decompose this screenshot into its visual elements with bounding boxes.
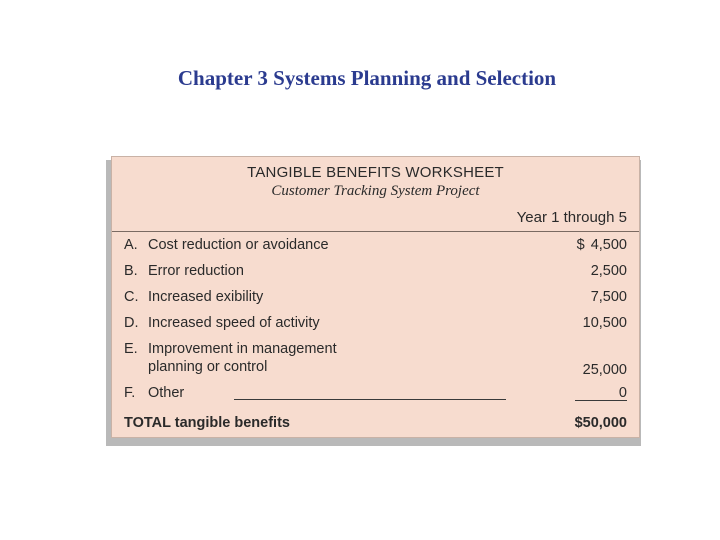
row-label: Increased speed of activity (148, 315, 320, 331)
total-amount: $50,000 (574, 415, 627, 431)
header-divider (112, 231, 639, 232)
row-amount: 7,500 (590, 289, 627, 305)
fill-in-line (234, 399, 506, 400)
worksheet-subtitle: Customer Tracking System Project (271, 183, 480, 199)
row-label: Other (148, 385, 185, 401)
row-amount (577, 235, 627, 255)
row-amount: 10,500 (582, 315, 627, 331)
amount-value: 4,500 (590, 237, 627, 253)
row-label: Error reduction (148, 263, 244, 279)
benefit-row-d (124, 313, 627, 333)
row-letter: B. (124, 263, 138, 279)
row-label-line-1: Improvement in management (148, 341, 337, 357)
worksheet-title: TANGIBLE BENEFITS WORKSHEET (247, 164, 504, 181)
total-label: TOTAL tangible benefits (124, 415, 290, 431)
row-letter: A. (124, 237, 138, 253)
currency-symbol: $ (576, 237, 585, 253)
benefit-row-e (124, 340, 627, 380)
row-letter: E. (124, 341, 138, 357)
tangible-benefits-worksheet (111, 156, 640, 438)
row-letter: F. (124, 385, 136, 401)
row-label: Increased exibility (148, 289, 264, 305)
row-label-line-2: planning or control (148, 359, 268, 375)
row-label (148, 340, 337, 376)
total-row (124, 413, 627, 433)
row-letter: C. (124, 289, 139, 305)
row-label: Cost reduction or avoidance (148, 237, 329, 253)
row-amount: 0 (618, 385, 627, 401)
column-header: Year 1 through 5 (516, 209, 627, 226)
slide-title: Chapter 3 Systems Planning and Selection (177, 66, 557, 90)
benefit-row-c (124, 287, 627, 307)
benefit-row-f (124, 383, 627, 403)
benefit-row-a (124, 235, 627, 255)
row-letter: D. (124, 315, 139, 331)
row-amount: 25,000 (582, 362, 627, 378)
row-amount: 2,500 (590, 263, 627, 279)
total-rule (575, 400, 627, 401)
benefit-row-b (124, 261, 627, 281)
